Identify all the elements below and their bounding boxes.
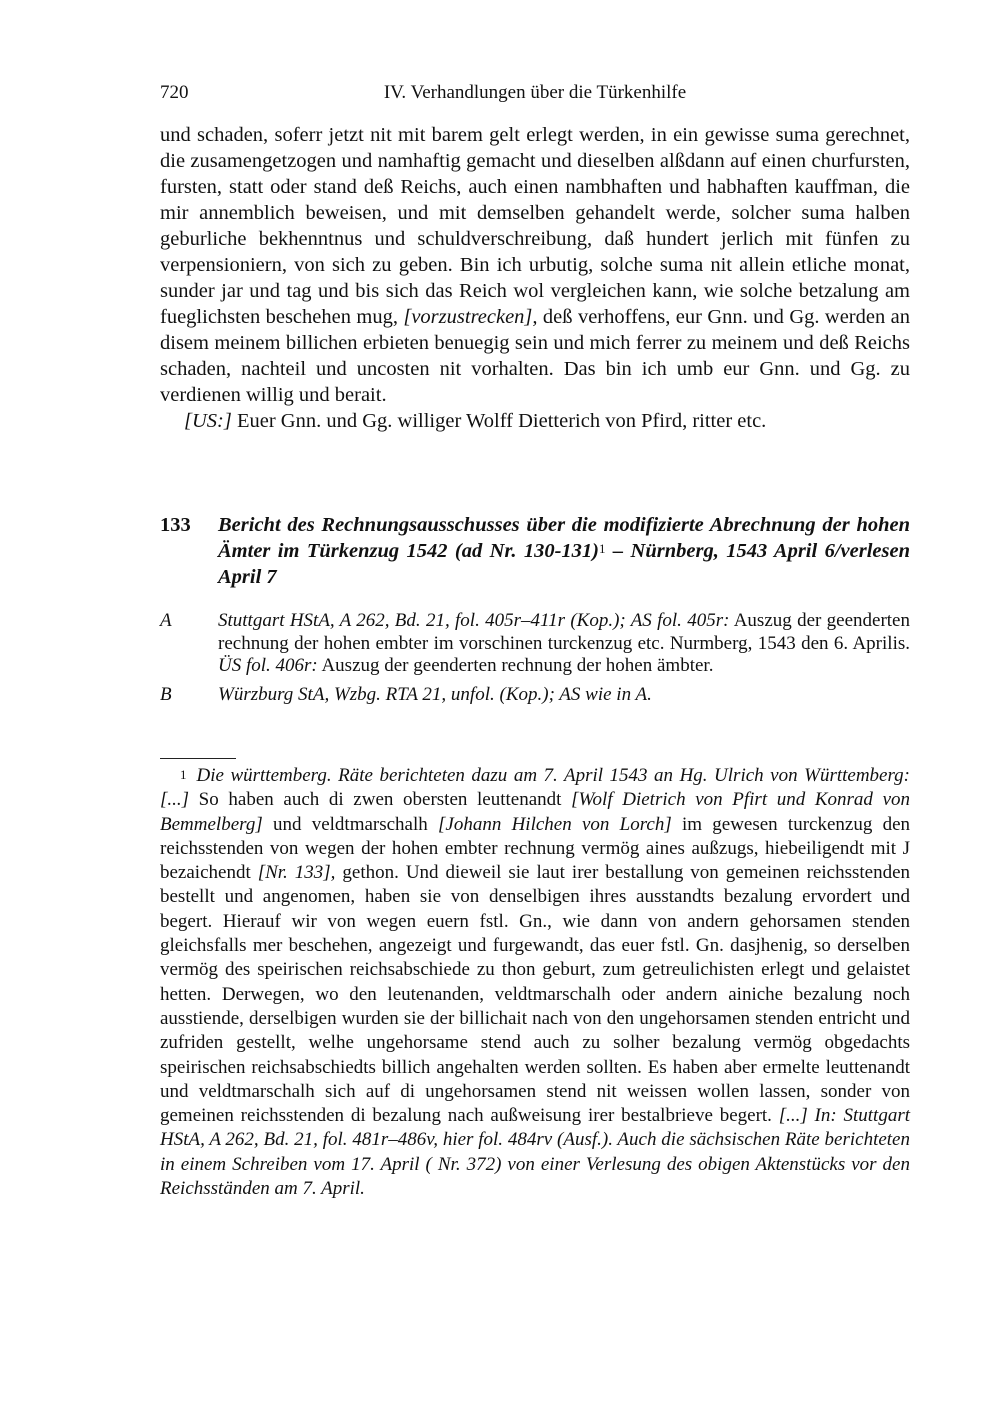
body-text-segment: deß verhoffens, eur Gnn. und Gg. werden an disem meinem billichen erbieten benuegig sein und mich ferrer zu meinem und deß Reichs schaden, nachteil und uncosten nit vorhalten. Das bin ich umb eur Gnn. und Gg. zu verdienen willig und berait.: [160, 306, 910, 406]
source-description: Auszug der geenderten rechnung der hohen ämbter.: [317, 655, 714, 676]
document-title-text: Bericht des Rechnungsausschusses über die modifizierte Abrechnung der hohen Ämter im Türkenzug 1542 (ad Nr. 130-131): [218, 514, 910, 562]
source-reference: Würzburg StA, Wzbg. RTA 21, unfol. (Kop.); AS wie in A.: [218, 683, 652, 705]
footnote-segment: [Nr. 133],: [257, 862, 336, 884]
footnote-segment: und veldtmarschalh: [262, 813, 439, 835]
document-number: 133: [160, 514, 191, 536]
source-list: [160, 610, 910, 712]
document-heading: [160, 512, 910, 590]
footnote-segment: Die württemberg. Räte berichteten dazu am 7. April 1543 an Hg. Ulrich von Württemberg: [...]: [160, 765, 910, 811]
footnote-segment: gethon. Und dieweil sie laut irer bestallung von gemeinen reichsstenden bestellt und angenomen, haben sie von denselbigen ihres ausstandts bezalung ervordert und begert. Hierauf wir von wegen euern fstl. Gn., wie dann von andern gehorsamen stenden gleichsfalls mer beschehen, angezeigt und furgewandt, das euer fstl. Gn. dasjhenig, so derselben vermög des speirischen reichsabschiede zu thon geburt, zum getreulichisten erlegt und gelaistet hetten. Derwegen, wo den leutenanden, veldtmarschalh oder andern ainiche bezalung noch ausstiende, derselbigen wurden sie der billichait nach von den ungehorsamen stenden entricht und zufriden gestellt, welhe ungehorsame stend auch zu solher bezalung vermög obgedachts speirischen reichsabschiedts billich angehalten werden sollten. Es haben aber ermelte leuttenandt und veldtmarschalh sich auf di ungehorsamen stend nit weissen wollen lassen, sonder von gemeinen reichsstenden di bezalung nach außweisung irer bestalbrieve begert.: [160, 862, 910, 1127]
running-title: IV. Verhandlungen über die Türkenhilfe: [383, 82, 687, 103]
document-title: [218, 512, 910, 590]
document-title-date: – Nürnberg, 1543 April 6/verlesen April 7: [218, 540, 910, 588]
footnote-divider: [160, 758, 236, 759]
body-text: [160, 122, 910, 434]
source-entry: [160, 684, 910, 707]
footnote: [160, 764, 910, 1201]
editorial-insert: [vorzustrecken],: [403, 306, 538, 328]
footnote-segment: [...] In: Stuttgart HStA, A 262, Bd. 21, fol. 481r–486v, hier fol. 484rv (Ausf.). Auch die sächsischen Räte berichteten in einem Schreiben vom 17. April ( Nr. 372) von einer Verlesung des obigen Aktenstücks vor den Reichsständen am 7. April.: [160, 1105, 911, 1200]
signature-label: [US:]: [184, 410, 232, 432]
source-reference: Stuttgart HStA, A 262, Bd. 21, fol. 405r–411r (Kop.); AS fol. 405r:: [218, 610, 730, 631]
signature-text: Euer Gnn. und Gg. williger Wolff Dietterich von Pfird, ritter etc.: [231, 410, 767, 432]
source-siglum: B: [160, 683, 172, 705]
page-number: 720: [160, 82, 189, 103]
footnote-number: 1: [180, 767, 187, 782]
footnote-segment: im gewesen turckenzug den reichsstenden von wegen der hohen embter rechnung vermög aines außzugs, hiebeiligendt mit J bezaichendt: [160, 813, 911, 884]
footnote-segment: So haben auch di zwen obersten leuttenandt: [189, 789, 572, 811]
source-entry: [160, 610, 910, 678]
footnote-reference[interactable]: 1: [599, 541, 606, 556]
body-paragraph: [160, 122, 910, 408]
source-text: [218, 610, 910, 678]
footnote-segment: [Wolf Dietrich von Pfirt und Konrad von Bemmelberg]: [160, 789, 911, 835]
footnote-segment: [Johann Hilchen von Lorch]: [438, 813, 672, 835]
source-reference: ÜS fol. 406r:: [218, 655, 318, 676]
signature-line: [160, 408, 910, 434]
body-text-segment: und schaden, soferr jetzt nit mit barem gelt erlegt werden, in ein gewisse suma gerechnet, die zusamengetzogen und namhaftig gemacht und dieselben alßdann auf einen churfursten, fursten, statt oder stand deß Reichs, auch einen nambhaften und habhaften kauffman, die mir annemblich beweisen, und mit demselben gehandelt werde, solcher suma halben geburliche bekhenntnus und schuldverschreibung, daß hundert jerlich mit fünfen zu verpensioniern, von sich zu geben. Bin ich urbutig, solche suma nit allein etliche monat, sunder jar und tag und bis sich das Reich wol vergleichen kann, wie solche betzalung am fueglichsten beschehen mug,: [160, 124, 910, 328]
source-description: Auszug der geenderten rechnung der hohen embter im vorschinen turckenzug etc. Nurmberg, 1543 den 6. Aprilis.: [218, 610, 910, 654]
source-text: [218, 684, 910, 707]
source-siglum: A: [160, 610, 172, 631]
running-head: [160, 82, 910, 108]
